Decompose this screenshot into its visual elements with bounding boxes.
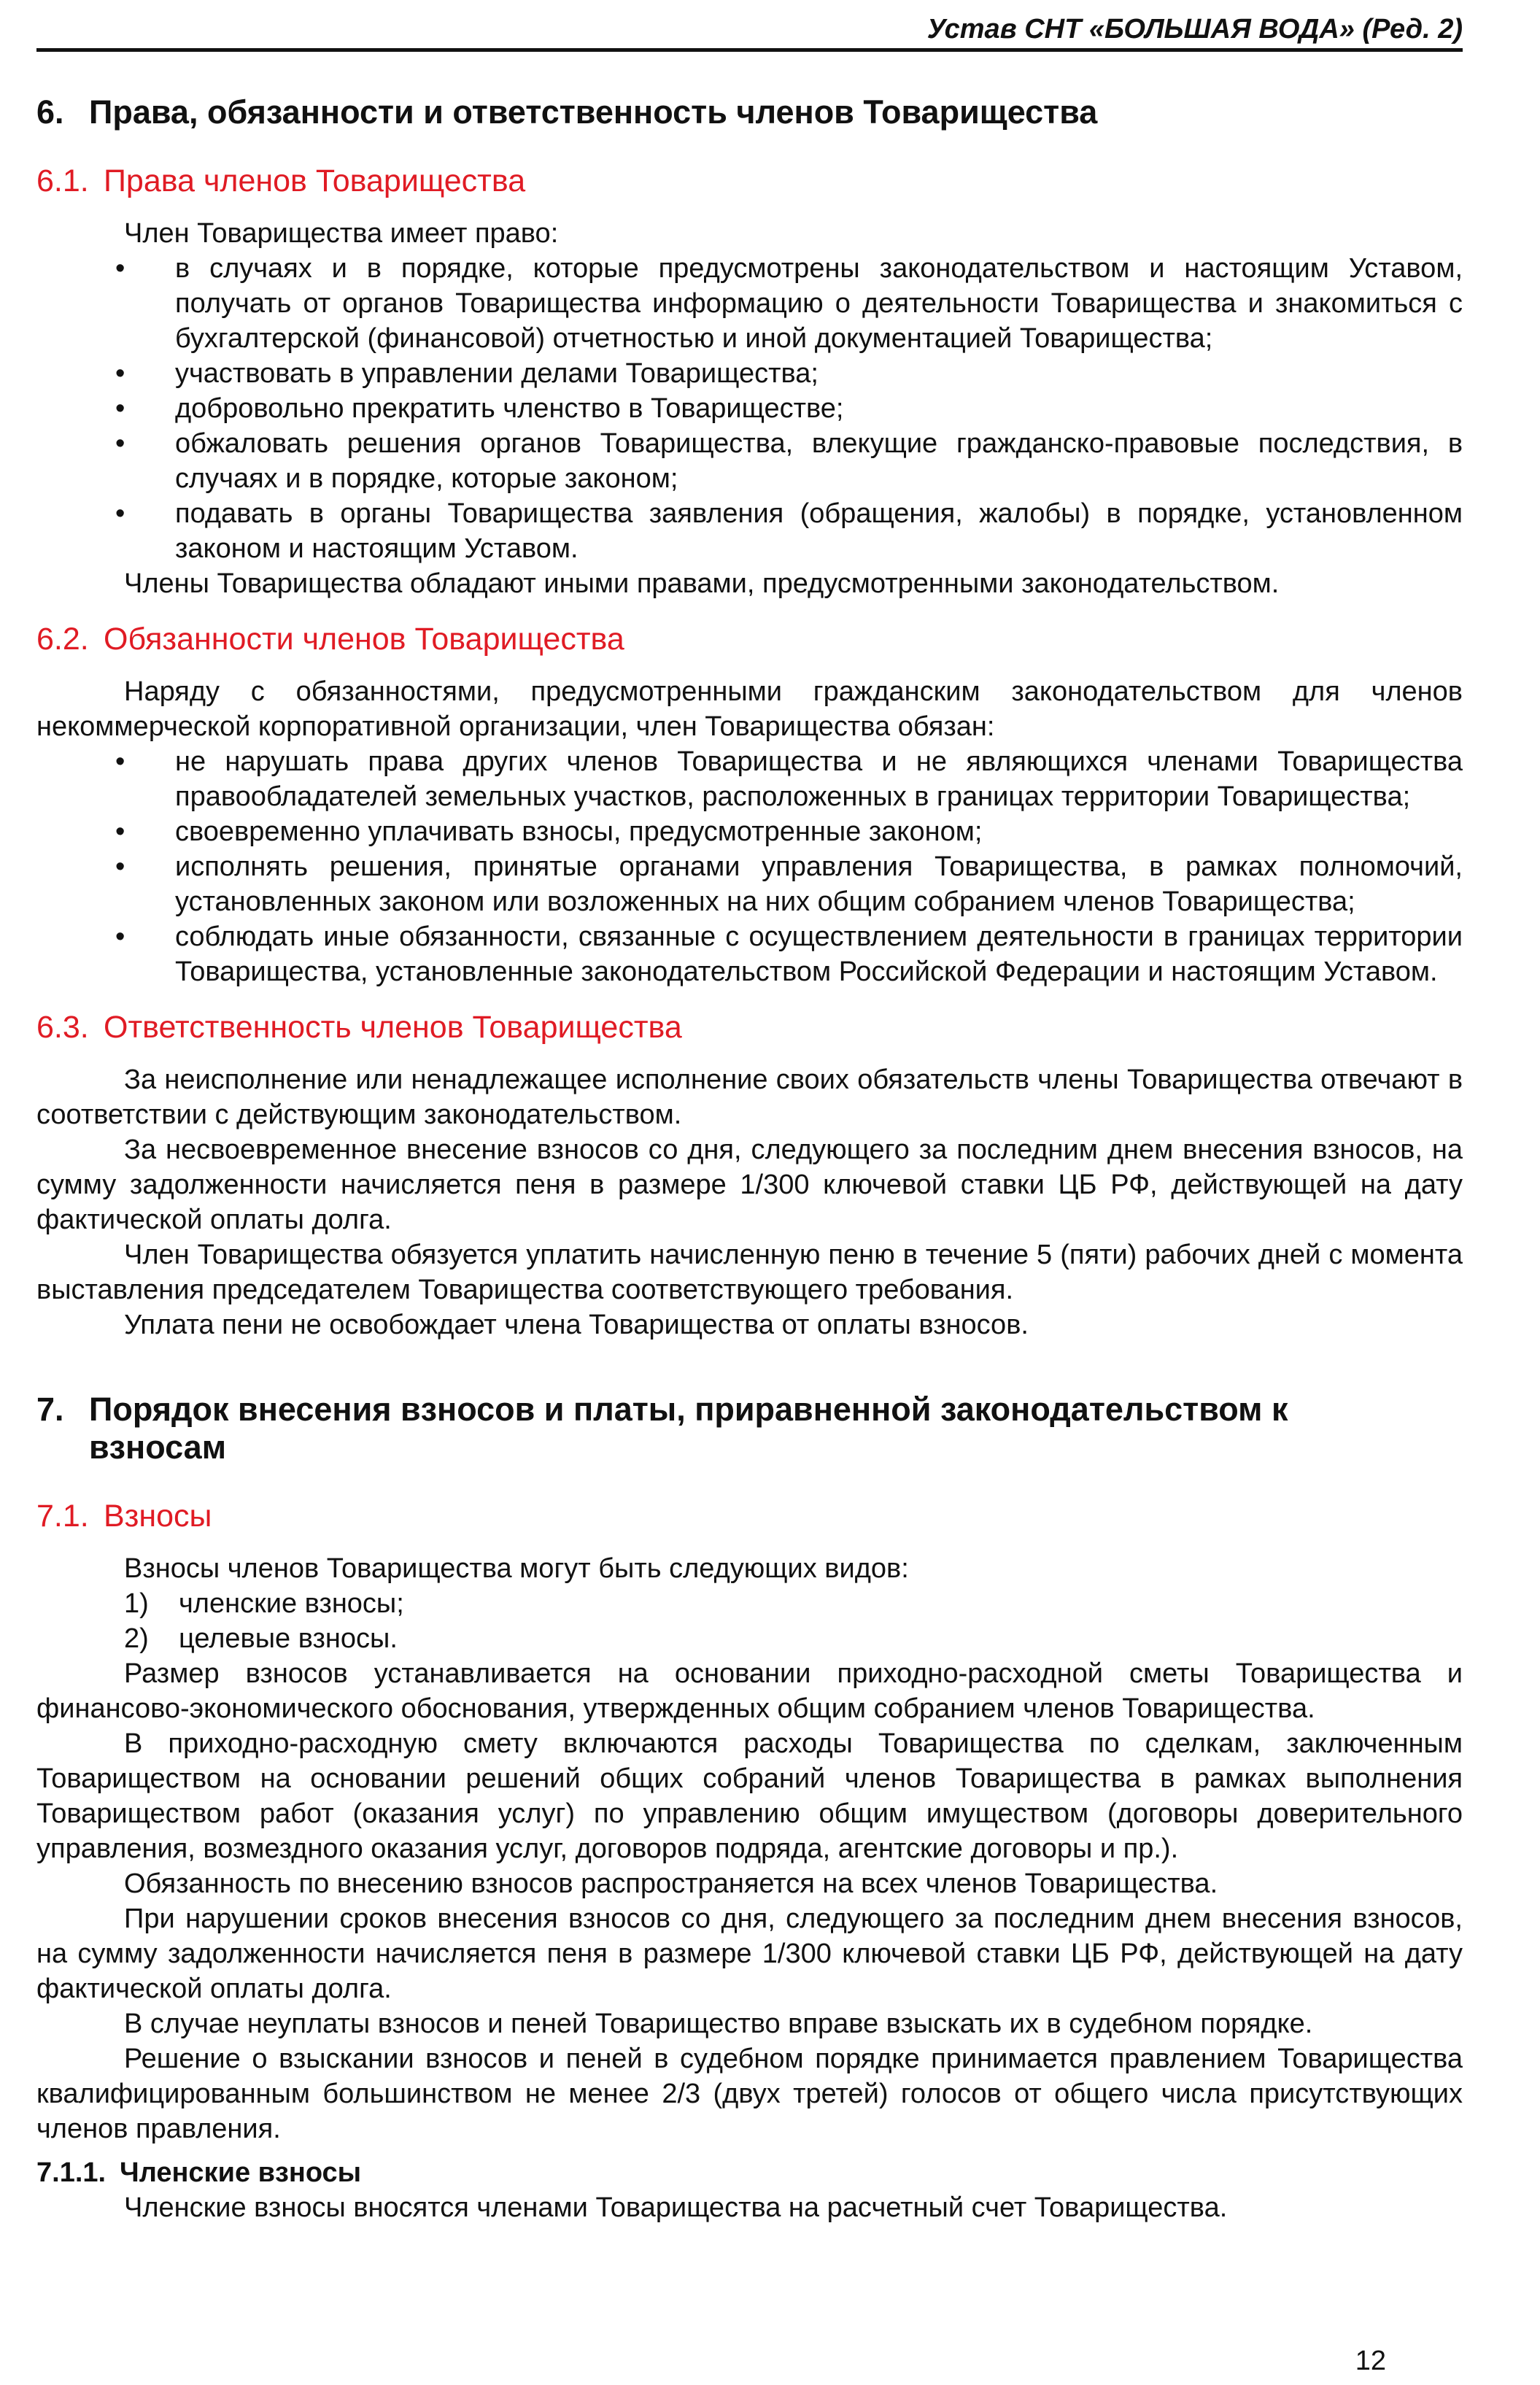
page-header: Устав СНТ «БОЛЬШАЯ ВОДА» (Ред. 2) — [36, 10, 1463, 52]
paragraph: За несвоевременное внесение взносов со дня, следующего за последним днем внесения взносов, на сумму задолженности начисляется пеня в размере 1/300 ключевой ставки ЦБ РФ, действующей на дату фактической оплаты долга. — [36, 1134, 1463, 1235]
bullet-icon: • — [115, 746, 125, 777]
subsubsection-number: 7.1.1. — [36, 2157, 107, 2188]
paragraph: При нарушении сроков внесения взносов со дня, следующего за последним днем внесения взносов, на сумму задолженности начисляется пеня в размере 1/300 ключевой ставки ЦБ РФ, действующей на дату фактической оплаты долга. — [36, 1903, 1463, 2004]
document-body — [36, 93, 1463, 2225]
fees-lead: Взносы членов Товарищества могут быть следующих видов: — [124, 1553, 909, 1584]
list-item: 1) членские взносы; — [124, 1588, 404, 1619]
section-heading-7 — [36, 1391, 1463, 1466]
list-item: • участвовать в управлении делами Товарищества; — [36, 356, 1463, 391]
rights-lead: Член Товарищества имеет право: — [124, 218, 559, 249]
subsubsection-heading-7-1-1 — [36, 2155, 1463, 2190]
subsection-heading-6-2 — [36, 620, 1463, 658]
section-title: Порядок внесения взносов и платы, приравненной законодательством к взносам — [89, 1391, 1288, 1466]
bullet-icon: • — [115, 498, 125, 529]
duties-list — [36, 744, 1463, 989]
rights-closing: Члены Товарищества обладают иными правами, предусмотренными законодательством. — [124, 568, 1280, 599]
subsection-title: Обязанности членов Товарищества — [104, 622, 624, 657]
paragraph: Размер взносов устанавливается на основании приходно-расходной сметы Товарищества и финансово-экономического обоснования, утвержденных общим собранием членов Товарищества. — [36, 1658, 1463, 1724]
subsection-heading-7-1 — [36, 1497, 1463, 1535]
list-item: • в случаях и в порядке, которые предусмотрены законодательством и настоящим Уставом, получать от органов Товарищества информацию о деятельности Товарищества и знакомиться с бухгалтерской (финансовой) отчетностью и иной документацией Товарищества; — [36, 251, 1463, 356]
rights-list — [36, 251, 1463, 566]
section-title: Права, обязанности и ответственность членов Товарищества — [89, 93, 1098, 131]
list-item: • добровольно прекратить членство в Товариществе; — [36, 391, 1463, 426]
paragraph: Член Товарищества обязуется уплатить начисленную пеню в течение 5 (пяти) рабочих дней с момента выставления председателем Товарищества соответствующего требования. — [36, 1240, 1463, 1305]
bullet-icon: • — [115, 921, 125, 952]
subsection-number: 6.2. — [36, 622, 89, 657]
section-heading-6 — [36, 93, 1463, 131]
list-item: • исполнять решения, принятые органами управления Товарищества, в рамках полномочий, установленных законом или возложенных на них общим собранием членов Товарищества; — [36, 849, 1463, 919]
list-item: • подавать в органы Товарищества заявления (обращения, жалобы) в порядке, установленном законом и настоящим Уставом. — [36, 496, 1463, 566]
subsection-number: 6.3. — [36, 1010, 89, 1045]
subsection-title: Ответственность членов Товарищества — [104, 1010, 682, 1045]
subsection-title: Права членов Товарищества — [104, 163, 526, 198]
list-item: • своевременно уплачивать взносы, предусмотренные законом; — [36, 814, 1463, 849]
paragraph: Решение о взыскании взносов и пеней в судебном порядке принимается правлением Товарищества квалифицированным большинством не менее 2/3 (двух третей) голосов от общего числа присутствующих членов правления. — [36, 2044, 1463, 2144]
bullet-icon: • — [115, 428, 125, 459]
page-number: 12 — [1355, 2346, 1386, 2376]
section-number: 6. — [36, 93, 64, 131]
section-number: 7. — [36, 1391, 64, 1428]
bullet-icon: • — [115, 253, 125, 284]
paragraph: Членские взносы вносятся членами Товарищества на расчетный счет Товарищества. — [124, 2192, 1228, 2223]
duties-lead: Наряду с обязанностями, предусмотренными гражданским законодательством для членов некоммерческой корпоративной организации, член Товарищества обязан: — [36, 676, 1463, 742]
list-item: • обжаловать решения органов Товарищества, влекущие гражданско-правовые последствия, в случаях и в порядке, которые законом; — [36, 426, 1463, 496]
paragraph: В случае неуплаты взносов и пеней Товарищество вправе взыскать их в судебном порядке. — [124, 2009, 1313, 2039]
list-item: • соблюдать иные обязанности, связанные с осуществлением деятельности в границах территории Товарищества, установленные законодательством Российской Федерации и настоящим Уставом. — [36, 919, 1463, 989]
subsection-heading-6-1 — [36, 162, 1463, 200]
bullet-icon: • — [115, 393, 125, 424]
bullet-icon: • — [115, 358, 125, 389]
subsection-heading-6-3 — [36, 1008, 1463, 1046]
paragraph: Обязанность по внесению взносов распространяется на всех членов Товарищества. — [124, 1868, 1218, 1899]
subsubsection-title: Членские взносы — [120, 2157, 362, 2188]
document-page — [36, 0, 1463, 2385]
list-item: • не нарушать права других членов Товарищества и не являющихся членами Товарищества правообладателей земельных участков, расположенных в границах территории Товарищества; — [36, 744, 1463, 814]
paragraph: Уплата пени не освобождает члена Товарищества от оплаты взносов. — [124, 1310, 1029, 1340]
list-item: 2) целевые взносы. — [124, 1623, 398, 1654]
subsection-number: 7.1. — [36, 1499, 89, 1534]
paragraph: В приходно-расходную смету включаются расходы Товарищества по сделкам, заключенным Товариществом на основании решений общих собраний членов Товарищества в рамках выполнения Товариществом работ (оказания услуг) по управлению общим имуществом (договоры доверительного управления, возмездного оказания услуг, договоров подряда, агентские договоры и пр.). — [36, 1728, 1463, 1864]
bullet-icon: • — [115, 851, 125, 882]
subsection-number: 6.1. — [36, 163, 89, 198]
bullet-icon: • — [115, 816, 125, 847]
fee-types-list — [36, 1586, 1463, 1656]
paragraph: За неисполнение или ненадлежащее исполнение своих обязательств члены Товарищества отвечают в соответствии с действующим законодательством. — [36, 1064, 1463, 1130]
subsection-title: Взносы — [104, 1499, 212, 1534]
